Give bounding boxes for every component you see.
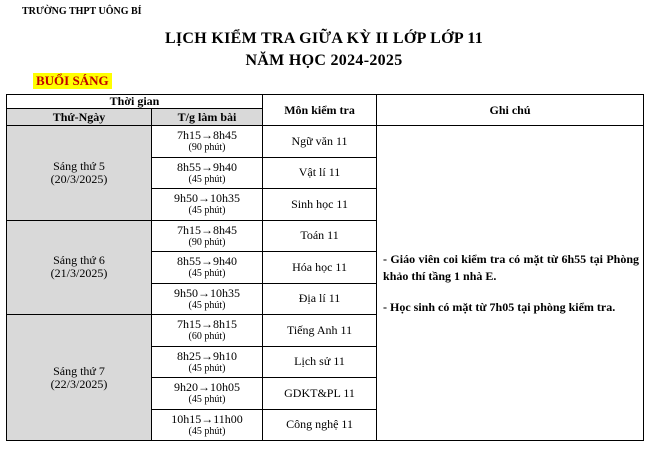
note-text: - Học sinh có mặt từ 7h05 tại phòng kiểm tra. [383,299,616,314]
school-name: TRƯỜNG THPT UÔNG BÍ [22,6,142,17]
time-cell [152,315,263,347]
duration: (45 phút) [188,268,226,280]
header-day: Thứ-Ngày [7,109,152,126]
time-range: 8h55→9h40 [177,254,237,269]
subject-cell: Ngữ văn 11 [263,126,377,158]
time-range: 10h15→11h00 [171,411,243,426]
time-range: 8h55→9h40 [177,159,237,174]
day-date: (22/3/2025) [50,376,108,391]
time-cell [152,189,263,221]
page-title: LỊCH KIỂM TRA GIỮA KỲ II LỚP LỚP 11 [164,30,484,47]
duration: (45 phút) [188,173,226,185]
day-cell [7,220,152,315]
time-cell [152,220,263,252]
time-range: 8h25→9h10 [177,348,237,363]
subject-cell: Hóa học 11 [263,252,377,284]
time-range: 7h15→8h15 [177,317,237,332]
day-name: Sáng thứ 5 [53,158,105,173]
duration: (45 phút) [188,205,226,217]
subject-cell: Sinh học 11 [263,189,377,221]
header-duration: T/g làm bài [152,109,263,126]
day-cell [7,315,152,441]
table-row [7,126,644,158]
subject-cell: Tiếng Anh 11 [263,315,377,347]
duration: (90 phút) [188,142,226,154]
note-text: - Giáo viên coi kiểm tra có mặt từ 6h55 tại Phòng khảo thí tầng 1 nhà E. [383,251,640,283]
header-time: Thời gian [7,95,263,109]
time-range: 7h15→8h45 [177,222,237,237]
duration: (45 phút) [188,362,226,374]
day-cell [7,126,152,221]
time-cell [152,252,263,284]
duration: (45 phút) [188,394,226,406]
time-range: 9h50→10h35 [174,285,240,300]
duration: (90 phút) [188,236,226,248]
duration: (45 phút) [188,425,226,437]
time-range: 9h50→10h35 [174,191,240,206]
time-cell [152,409,263,441]
header-notes: Ghi chú [377,95,644,126]
subject-cell: Địa lí 11 [263,283,377,315]
subject-cell: GDKT&PL 11 [263,378,377,410]
school-year-title: NĂM HỌC 2024-2025 [245,52,403,69]
time-range: 9h20→10h05 [174,380,240,395]
time-range: 7h15→8h45 [177,128,237,143]
duration: (60 phút) [188,331,226,343]
time-cell [152,283,263,315]
header-subject: Môn kiểm tra [263,95,377,126]
subject-cell: Công nghệ 11 [263,409,377,441]
day-name: Sáng thứ 7 [53,363,105,378]
time-cell [152,378,263,410]
session-label: BUỔI SÁNG [33,73,112,89]
subject-cell: Vật lí 11 [263,157,377,189]
subject-cell: Lịch sử 11 [263,346,377,378]
time-cell [152,157,263,189]
notes-cell [377,126,644,441]
day-date: (21/3/2025) [50,266,108,281]
day-name: Sáng thứ 6 [53,253,105,268]
time-cell [152,346,263,378]
subject-cell: Toán 11 [263,220,377,252]
duration: (45 phút) [188,299,226,311]
exam-schedule-table [6,94,644,441]
time-cell [152,126,263,158]
day-date: (20/3/2025) [50,171,108,186]
